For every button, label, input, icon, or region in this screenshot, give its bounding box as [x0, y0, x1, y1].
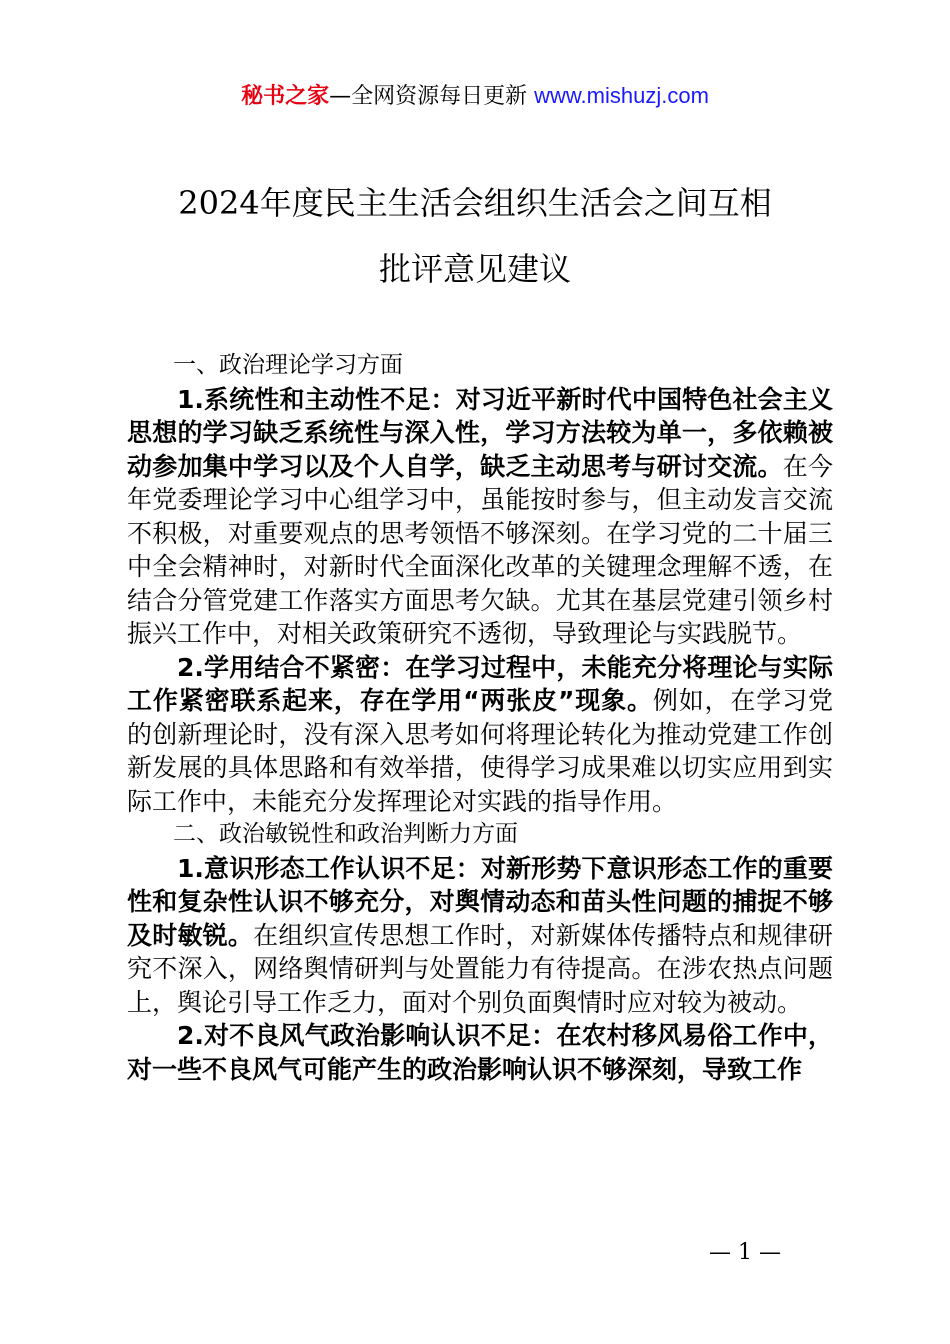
header-tagline: —全网资源每日更新 — [329, 84, 535, 109]
document-title — [0, 170, 950, 302]
site-url-link[interactable]: www.mishuzj.com — [534, 83, 709, 108]
section-heading-1: 一、政治理论学习方面 — [173, 352, 403, 378]
paragraph-text: 例如，在学习党的创新理论时，没有深入思考如何将理论转化为推动党建工作创新发展的具体思路和有效举措，使得学习成果难以切实应用到实际工作中，未能充分发挥理论对实践的指导作用。 — [127, 686, 833, 816]
section-heading-2: 二、政治敏锐性和政治判断力方面 — [173, 821, 518, 847]
paragraph-bold-lead: 1.意识形态工作认识不足：对新形势下意识形态工作的重要性和复杂性认识不够充分，对舆情动态和苗头性问题的捕捉不够及时敏锐。 — [127, 853, 833, 950]
document-body — [127, 349, 833, 1086]
paragraph — [127, 651, 833, 819]
site-header — [0, 80, 950, 113]
paragraph-bold-lead: 2.学用结合不紧密：在学习过程中，未能充分将理论与实际工作紧密联系起来，存在学用“两张皮”现象。 — [127, 652, 833, 715]
page-number: — 1 — — [709, 1240, 781, 1265]
paragraph — [127, 1019, 833, 1086]
paragraph-bold-lead: 2.对不良风气政治影响认识不足：在农村移风易俗工作中，对一些不良风气可能产生的政治影响认识不够深刻，导致工作 — [127, 1021, 833, 1084]
title-line-1: 2024年度民主生活会组织生活会之间互相 — [178, 184, 772, 222]
brand-name: 秘书之家 — [241, 84, 330, 109]
paragraph-text: 在组织宣传思想工作时，对新媒体传播特点和规律研究不深入，网络舆情研判与处置能力有待提高。在涉农热点问题上，舆论引导工作乏力，面对个别负面舆情时应对较为被动。 — [127, 920, 833, 1017]
paragraph-bold-lead: 1.系统性和主动性不足：对习近平新时代中国特色社会主义思想的学习缺乏系统性与深入性，学习方法较为单一，多依赖被动参加集中学习以及个人自学，缺乏主动思考与研讨交流。 — [127, 384, 833, 481]
paragraph-text: 在今年党委理论学习中心组学习中，虽能按时参与，但主动发言交流不积极，对重要观点的思考领悟不够深刻。在学习党的二十届三中全会精神时，对新时代全面深化改革的关键理念理解不透，在结合分管党建工作落实方面思考欠缺。尤其在基层党建引领乡村振兴工作中，对相关政策研究不透彻，导致理论与实践脱节。 — [127, 451, 833, 648]
title-line-2: 批评意见建议 — [378, 250, 571, 288]
paragraph — [127, 852, 833, 1020]
paragraph — [127, 383, 833, 651]
